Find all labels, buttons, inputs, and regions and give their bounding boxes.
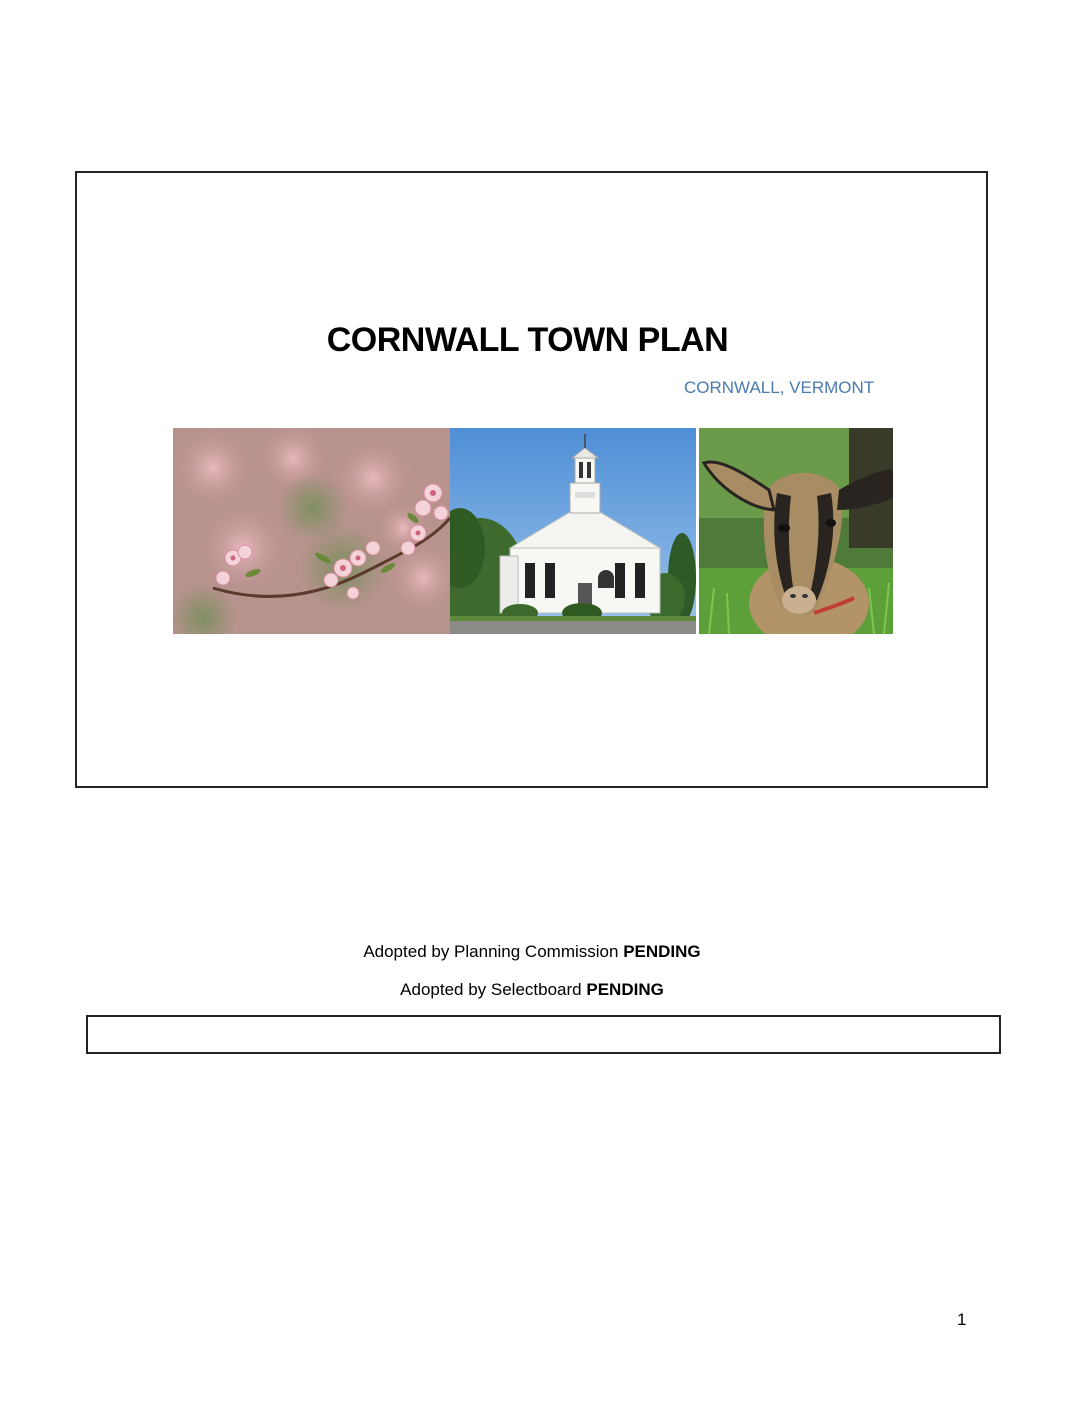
document-subtitle: CORNWALL, VERMONT [684,378,875,397]
page-number: 1 [957,1310,967,1329]
cover-frame [75,171,988,788]
selectboard-adoption [0,980,1076,1000]
white-church-photo [450,428,696,634]
selectboard-label: Adopted by Selectboard [400,980,582,999]
selectboard-status: PENDING [586,980,664,999]
apple-blossom-photo [173,428,450,634]
empty-bordered-box [86,1015,1001,1054]
goat-photo [699,428,893,634]
planning-commission-status: PENDING [623,942,701,961]
cover-photo-strip [173,428,893,634]
document-title: CORNWALL TOWN PLAN [326,321,729,359]
planning-commission-adoption [0,942,1076,962]
planning-commission-label: Adopted by Planning Commission [363,942,619,961]
